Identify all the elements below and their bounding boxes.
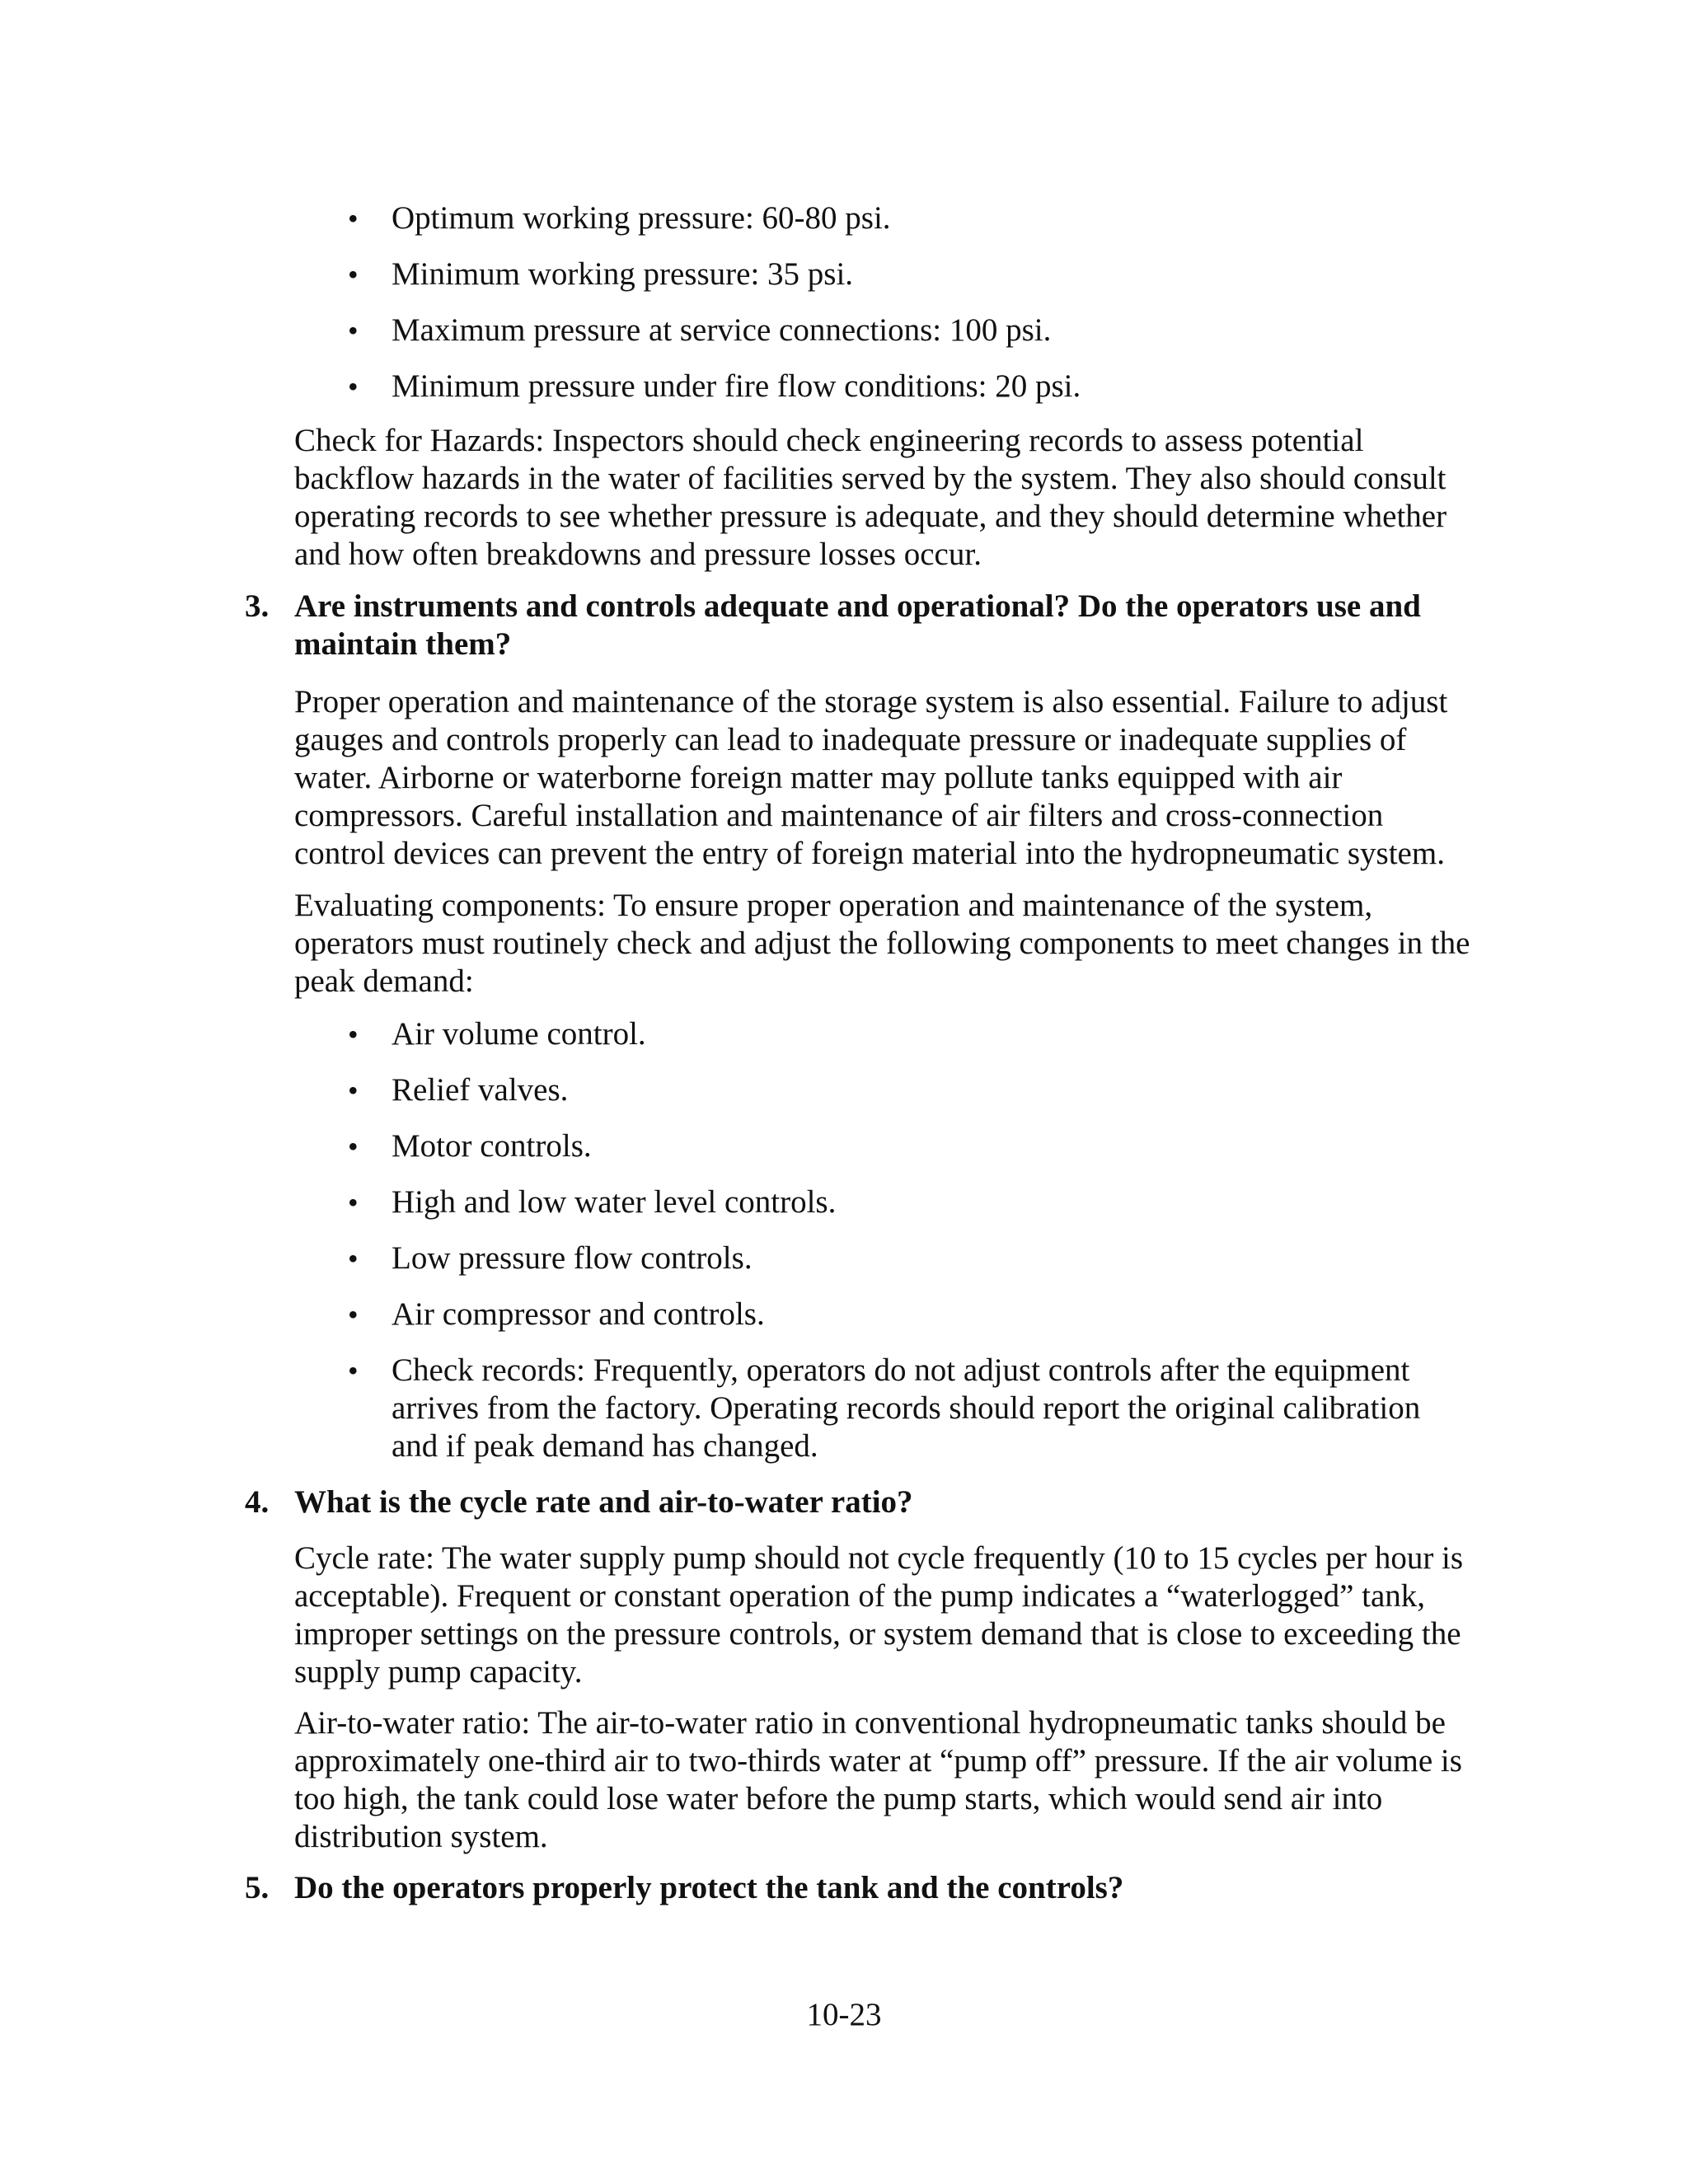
hazards-paragraph: Check for Hazards: Inspectors should check engineering records to assess potential backflow hazards in the water of facilities served by the system. They also should consult operating records to see whether pressure is adequate, and they should determine whether and how often breakdowns and pressure losses occur. [294,423,1447,572]
list-item-text: Air compressor and controls. [392,1296,765,1332]
list-item [0,255,1688,293]
list-item-text: Minimum working pressure: 35 psi. [392,256,854,292]
bullet-icon: • [348,1242,359,1275]
list-item-text: Low pressure flow controls. [392,1240,753,1276]
list-item [0,1015,1688,1053]
list-item [0,199,1688,237]
list-item [0,368,1688,405]
bullet-icon: • [348,1186,359,1219]
bullet-icon: • [348,258,359,291]
list-item [0,1240,1688,1277]
bullet-icon: • [348,1074,359,1107]
pressure-bullet-list [0,199,1688,424]
bullet-icon: • [348,314,359,347]
list-item-text: Optimum working pressure: 60-80 psi. [392,200,891,236]
bullet-icon: • [348,1298,359,1331]
list-item-text: Air volume control. [392,1016,646,1052]
bullet-icon: • [348,1130,359,1163]
question-text: Do the operators properly protect the tank and the controls? [294,1870,1124,1905]
list-item [0,1071,1688,1109]
bullet-icon: • [348,1354,359,1387]
question-text: What is the cycle rate and air-to-water ratio? [294,1484,913,1520]
list-item-text: Maximum pressure at service connections: 100 psi. [392,312,1052,348]
question-number: 4. [245,1484,270,1520]
question-text: Are instruments and controls adequate and operational? Do the operators use and maintain them? [294,588,1421,662]
cycle-rate-paragraph: Cycle rate: The water supply pump should not cycle frequently (10 to 15 cycles per hour is acceptable). Frequent or constant operation of the pump indicates a “waterlogged” tank, improper settings on the pressure controls, or system demand that is close to exceeding the supply pump capacity. [294,1540,1464,1690]
list-item [0,1183,1688,1221]
components-bullet-list [0,1015,1688,1483]
air-to-water-paragraph: Air-to-water ratio: The air-to-water ratio in conventional hydropneumatic tanks should be approximately one-third air to two-thirds water at “pump off” pressure. If the air volume is too high, the tank could lose water before the pump starts, which would send air into distribution system. [294,1705,1462,1854]
bullet-icon: • [348,370,359,403]
question-3-heading [245,588,1481,663]
question-number: 5. [245,1870,270,1905]
question-4-heading [245,1483,1481,1521]
list-item-text: Relief valves. [392,1072,569,1108]
question-5-heading [245,1869,1481,1907]
list-item [0,1127,1688,1165]
page-number: 10-23 [806,1997,882,2032]
bullet-icon: • [348,202,359,235]
list-item [0,1296,1688,1333]
list-item-text: Minimum pressure under fire flow conditions: 20 psi. [392,368,1081,404]
list-item-text: High and low water level controls. [392,1184,837,1220]
list-item-text: Motor controls. [392,1128,592,1164]
question-number: 3. [245,588,270,624]
list-item-text: Check records: Frequently, operators do not adjust controls after the equipment arrives from the factory. Operating records should report the original calibration and if peak demand has changed. [392,1352,1421,1464]
list-item [0,1352,1688,1465]
list-item [0,312,1688,349]
operation-paragraph: Proper operation and maintenance of the storage system is also essential. Failure to adjust gauges and controls properly can lead to inadequate pressure or inadequate supplies of water. Airborne or waterborne foreign matter may pollute tanks equipped with air compressors. Careful installation and maintenance of air filters and cross-connection control devices can prevent the entry of foreign material into the hydropneumatic system. [294,684,1448,871]
evaluating-paragraph: Evaluating components: To ensure proper operation and maintenance of the system, operators must routinely check and adjust the following components to meet changes in the peak demand: [294,888,1470,999]
bullet-icon: • [348,1018,359,1051]
